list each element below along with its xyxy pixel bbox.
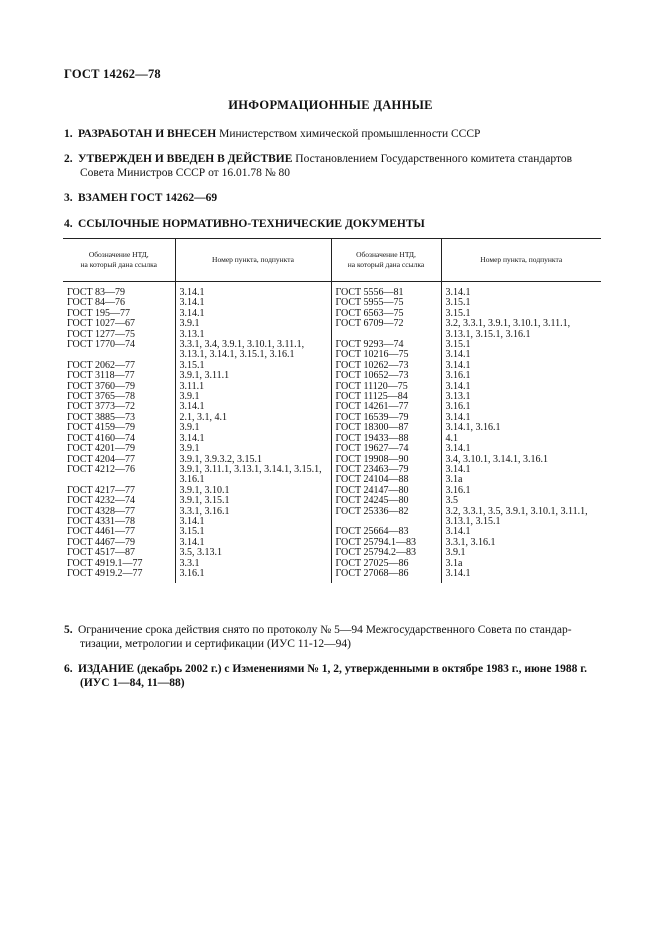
gost-prefix: ГОСТ bbox=[67, 463, 93, 475]
gost-prefix: ГОСТ bbox=[67, 536, 93, 548]
reference-table bbox=[63, 238, 601, 583]
gost-prefix: ГОСТ bbox=[335, 339, 362, 351]
clause-numbers: 3.5, 3.13.1 bbox=[179, 547, 222, 559]
gost-prefix: ГОСТ bbox=[335, 495, 362, 507]
clause-numbers: 3.9.1, 3.10.1 bbox=[179, 484, 230, 496]
header-doc-line1: Обозначение НТД, bbox=[88, 250, 149, 259]
gost-prefix: ГОСТ bbox=[335, 557, 362, 569]
gost-prefix: ГОСТ bbox=[335, 443, 362, 455]
item-number: 5. bbox=[64, 624, 73, 636]
gost-prefix: ГОСТ bbox=[335, 349, 362, 361]
clause-cell-left bbox=[175, 569, 331, 579]
gost-prefix: ГОСТ bbox=[67, 495, 93, 507]
clause-cell-right bbox=[441, 569, 601, 579]
clause-cell-right bbox=[441, 548, 601, 558]
table-row bbox=[63, 288, 601, 298]
doc-number: 10262—73 bbox=[363, 359, 409, 371]
clause-numbers: 3.14.1 bbox=[445, 380, 471, 392]
gost-prefix: ГОСТ bbox=[67, 453, 93, 465]
item-number: 6. bbox=[64, 663, 73, 675]
clause-numbers: 3.16.1 bbox=[179, 474, 205, 486]
clause-numbers: 3.14.1 bbox=[179, 515, 205, 527]
clause-numbers: 3.16.1 bbox=[445, 370, 471, 382]
table-row bbox=[63, 402, 601, 412]
clause-numbers: 3.3.1, 3.16.1 bbox=[445, 536, 496, 548]
clause-numbers: 3.14.1 bbox=[179, 432, 205, 444]
table-row bbox=[63, 434, 601, 444]
info-item-2 bbox=[64, 152, 604, 180]
doc-number: 195—77 bbox=[95, 307, 130, 319]
gost-prefix: ГОСТ bbox=[335, 370, 362, 382]
table-row bbox=[63, 559, 601, 569]
item-number: 4. bbox=[64, 218, 73, 230]
gost-prefix: ГОСТ bbox=[67, 328, 93, 340]
clause-numbers: 3.15.1 bbox=[445, 297, 471, 309]
doc-number: 11125—84 bbox=[363, 391, 408, 403]
doc-number: 4331—78 bbox=[95, 515, 135, 527]
doc-number: 5955—75 bbox=[363, 297, 404, 309]
doc-number: 24104—88 bbox=[363, 474, 409, 486]
clause-numbers: 3.9.1 bbox=[179, 422, 200, 434]
item-text: Министерством химической промышленности СССР bbox=[216, 128, 481, 140]
gost-prefix: ГОСТ bbox=[335, 380, 362, 392]
table-row bbox=[63, 371, 601, 381]
info-item-3 bbox=[64, 191, 604, 205]
clause-numbers: 3.14.1 bbox=[179, 297, 205, 309]
header-doc-left bbox=[63, 239, 175, 282]
table-row bbox=[63, 548, 601, 558]
gost-prefix: ГОСТ bbox=[67, 297, 93, 309]
doc-number: 4160—74 bbox=[95, 432, 135, 444]
gost-prefix: ГОСТ bbox=[335, 318, 362, 330]
clause-cell-right bbox=[441, 423, 601, 433]
doc-number: 4467—79 bbox=[95, 536, 135, 548]
clause-numbers: 3.14.1 bbox=[445, 463, 471, 475]
item-continuation: (ИУС 1—84, 11—88) bbox=[80, 677, 185, 689]
info-item-5 bbox=[64, 623, 604, 651]
gost-prefix: ГОСТ bbox=[335, 484, 362, 496]
clause-numbers: 3.14.1 bbox=[179, 536, 205, 548]
item-continuation: Совета Министров СССР от 16.01.78 № 80 bbox=[80, 167, 291, 179]
item-bold-text: РАЗРАБОТАН И ВНЕСЕН bbox=[78, 128, 217, 140]
gost-prefix: ГОСТ bbox=[335, 401, 362, 413]
clause-numbers: 3.2, 3.3.1, 3.9.1, 3.10.1, 3.11.1, bbox=[445, 318, 571, 330]
info-item-1 bbox=[64, 127, 604, 141]
item-bold-text: УТВЕРЖДЕН И ВВЕДЕН В ДЕЙСТВИЕ bbox=[78, 153, 293, 165]
table-row bbox=[63, 340, 601, 350]
gost-prefix: ГОСТ bbox=[67, 380, 93, 392]
gost-prefix: ГОСТ bbox=[67, 515, 93, 527]
page-header: ГОСТ 14262—78 bbox=[64, 67, 161, 81]
gost-prefix: ГОСТ bbox=[335, 422, 362, 434]
doc-number: 3765—78 bbox=[95, 391, 135, 403]
header-clause-right: Номер пункта, подпункта bbox=[441, 239, 601, 282]
gost-prefix: ГОСТ bbox=[335, 505, 362, 517]
doc-number: 3760—79 bbox=[95, 380, 135, 392]
table-row bbox=[63, 455, 601, 465]
doc-number: 24147—80 bbox=[363, 484, 409, 496]
gost-prefix: ГОСТ bbox=[335, 297, 362, 309]
doc-cell-right bbox=[331, 319, 441, 329]
clause-numbers: 3.14.1 bbox=[179, 307, 205, 319]
clause-numbers: 3.9.1 bbox=[179, 391, 200, 403]
clause-numbers: 3.14.1 bbox=[445, 359, 471, 371]
gost-prefix: ГОСТ bbox=[335, 411, 362, 423]
gost-prefix: ГОСТ bbox=[67, 339, 93, 351]
clause-numbers: 3.1a bbox=[445, 474, 463, 486]
doc-cell-left bbox=[63, 465, 175, 475]
table-header-row bbox=[63, 239, 601, 282]
clause-numbers: 3.16.1 bbox=[179, 567, 205, 579]
doc-number: 4328—77 bbox=[95, 505, 135, 517]
table-row bbox=[63, 413, 601, 423]
table-row bbox=[63, 475, 601, 485]
doc-number: 3885—73 bbox=[95, 411, 135, 423]
doc-number: 25664—83 bbox=[363, 526, 409, 538]
gost-prefix: ГОСТ bbox=[67, 307, 93, 319]
doc-number: 83—79 bbox=[95, 287, 125, 298]
clause-numbers: 3.14.1 bbox=[445, 349, 471, 361]
header-doc-line2: на который дана ссылка bbox=[80, 260, 157, 269]
clause-cell-right bbox=[441, 486, 601, 496]
clause-numbers: 3.15.1 bbox=[179, 526, 205, 538]
gost-prefix: ГОСТ bbox=[335, 287, 362, 298]
gost-prefix: ГОСТ bbox=[67, 505, 93, 517]
gost-prefix: ГОСТ bbox=[335, 463, 362, 475]
doc-cell-right bbox=[331, 507, 441, 517]
clause-numbers: 3.4, 3.10.1, 3.14.1, 3.16.1 bbox=[445, 453, 548, 465]
doc-number: 25794.1—83 bbox=[363, 536, 416, 548]
gost-prefix: ГОСТ bbox=[67, 547, 93, 559]
doc-number: 14261—77 bbox=[363, 401, 409, 413]
doc-number: 9293—74 bbox=[363, 339, 404, 351]
doc-number: 4232—74 bbox=[95, 495, 135, 507]
doc-number: 4517—87 bbox=[95, 547, 135, 559]
table-row bbox=[63, 517, 601, 527]
gost-prefix: ГОСТ bbox=[335, 307, 362, 319]
clause-numbers: 3.2, 3.3.1, 3.5, 3.9.1, 3.10.1, 3.11.1, bbox=[445, 505, 588, 517]
info-item-6 bbox=[64, 662, 604, 690]
clause-numbers: 3.9.1, 3.15.1 bbox=[179, 495, 230, 507]
doc-number: 1027—67 bbox=[95, 318, 135, 330]
doc-number: 19908—90 bbox=[363, 453, 409, 465]
clause-numbers: 3.14.1 bbox=[179, 287, 205, 298]
gost-prefix: ГОСТ bbox=[335, 391, 362, 403]
gost-prefix: ГОСТ bbox=[67, 359, 93, 371]
header-clause-left: Номер пункта, подпункта bbox=[175, 239, 331, 282]
item-text: (декабрь 2002 г.) с Изменениями № 1, 2, утвержденными в октябре 1983 г., июне 1988 г. bbox=[134, 663, 588, 675]
doc-number: 4217—77 bbox=[95, 484, 135, 496]
table-row bbox=[63, 392, 601, 402]
doc-number: 19433—88 bbox=[363, 432, 409, 444]
item-continuation: тизации, метрологии и сертификации (ИУС 11-12—94) bbox=[80, 638, 351, 650]
gost-prefix: ГОСТ bbox=[67, 391, 93, 403]
gost-prefix: ГОСТ bbox=[67, 422, 93, 434]
doc-number: 4461—77 bbox=[95, 526, 135, 538]
doc-number: 1770—74 bbox=[95, 339, 135, 351]
clause-cell-right bbox=[441, 465, 601, 475]
doc-number: 4919.1—77 bbox=[95, 557, 143, 569]
doc-number: 5556—81 bbox=[363, 287, 404, 298]
gost-prefix: ГОСТ bbox=[67, 567, 93, 579]
doc-number: 6563—75 bbox=[363, 307, 404, 319]
clause-numbers: 3.13.1, 3.15.1 bbox=[445, 515, 501, 527]
gost-prefix: ГОСТ bbox=[67, 370, 93, 382]
doc-number: 4159—79 bbox=[95, 422, 135, 434]
gost-prefix: ГОСТ bbox=[67, 318, 93, 330]
gost-prefix: ГОСТ bbox=[335, 432, 362, 444]
table-row bbox=[63, 527, 601, 537]
gost-prefix: ГОСТ bbox=[67, 287, 93, 298]
clause-numbers: 3.1a bbox=[445, 557, 463, 569]
table-row bbox=[63, 423, 601, 433]
doc-number: 84—76 bbox=[95, 297, 125, 309]
doc-number: 18300—87 bbox=[363, 422, 409, 434]
table-row bbox=[63, 465, 601, 475]
table-row bbox=[63, 538, 601, 548]
gost-prefix: ГОСТ bbox=[67, 401, 93, 413]
clause-numbers: 3.14.1 bbox=[179, 401, 205, 413]
item-number: 2. bbox=[64, 153, 73, 165]
doc-number: 3118—77 bbox=[95, 370, 135, 382]
clause-numbers: 3.14.1 bbox=[445, 287, 471, 298]
table-row bbox=[63, 507, 601, 517]
doc-number: 24245—80 bbox=[363, 495, 409, 507]
clause-numbers: 3.14.1, 3.16.1 bbox=[445, 422, 501, 434]
item-number: 3. bbox=[64, 192, 73, 204]
doc-number: 4201—79 bbox=[95, 443, 135, 455]
doc-cell-left bbox=[63, 340, 175, 350]
gost-prefix: ГОСТ bbox=[67, 432, 93, 444]
info-item-4 bbox=[64, 217, 604, 231]
doc-number: 2062—77 bbox=[95, 359, 135, 371]
clause-numbers: 3.9.1 bbox=[179, 443, 200, 455]
clause-numbers: 3.9.1, 3.11.1 bbox=[179, 370, 230, 382]
doc-number: 4204—77 bbox=[95, 453, 135, 465]
header-doc-line2: на который дана ссылка bbox=[347, 260, 425, 269]
item-bold-text: ССЫЛОЧНЫЕ НОРМАТИВНО-ТЕХНИЧЕСКИЕ ДОКУМЕНТЫ bbox=[78, 218, 425, 230]
header-doc-right bbox=[331, 239, 441, 282]
clause-numbers: 3.15.1 bbox=[179, 359, 205, 371]
doc-number: 23463—79 bbox=[363, 463, 409, 475]
doc-number: 27025—86 bbox=[363, 557, 409, 569]
gost-prefix: ГОСТ bbox=[335, 536, 362, 548]
header-doc-line1: Обозначение НТД, bbox=[356, 250, 416, 259]
section-title: ИНФОРМАЦИОННЫЕ ДАННЫЕ bbox=[228, 98, 433, 112]
clause-numbers: 3.11.1 bbox=[179, 380, 205, 392]
table-row bbox=[63, 330, 601, 340]
item-bold-text: ИЗДАНИЕ bbox=[78, 663, 135, 675]
clause-numbers: 3.9.1, 3.9.3.2, 3.15.1 bbox=[179, 453, 262, 465]
doc-number: 11120—75 bbox=[363, 380, 408, 392]
clause-numbers: 3.16.1 bbox=[445, 401, 471, 413]
item-text: Постановлением Государственного комитета стандартов bbox=[292, 153, 573, 165]
clause-numbers: 4.1 bbox=[445, 432, 458, 444]
doc-number: 4212—76 bbox=[95, 463, 135, 475]
doc-cell-right bbox=[331, 569, 441, 579]
doc-number: 16539—79 bbox=[363, 411, 409, 423]
table-row bbox=[63, 350, 601, 360]
clause-numbers: 3.14.1 bbox=[445, 443, 471, 455]
clause-numbers: 3.13.1, 3.14.1, 3.15.1, 3.16.1 bbox=[179, 349, 295, 361]
table-row bbox=[63, 486, 601, 496]
clause-numbers: 3.5 bbox=[445, 495, 458, 507]
table-row bbox=[63, 382, 601, 392]
clause-numbers: 3.13.1 bbox=[179, 328, 205, 340]
clause-numbers: 3.14.1 bbox=[445, 411, 471, 423]
clause-numbers: 3.9.1, 3.11.1, 3.13.1, 3.14.1, 3.15.1, bbox=[179, 463, 322, 475]
item-bold-text: ВЗАМЕН ГОСТ 14262—69 bbox=[78, 192, 218, 204]
doc-number: 25794.2—83 bbox=[363, 547, 416, 559]
gost-prefix: ГОСТ bbox=[67, 443, 93, 455]
clause-numbers: 3.9.1 bbox=[445, 547, 466, 559]
gost-prefix: ГОСТ bbox=[67, 484, 93, 496]
gost-prefix: ГОСТ bbox=[335, 547, 362, 559]
gost-prefix: ГОСТ bbox=[67, 411, 93, 423]
clause-numbers: 3.14.1 bbox=[445, 567, 471, 579]
doc-number: 6709—72 bbox=[363, 318, 404, 330]
gost-prefix: ГОСТ bbox=[335, 567, 362, 579]
gost-prefix: ГОСТ bbox=[335, 359, 362, 371]
clause-numbers: 3.13.1 bbox=[445, 391, 471, 403]
doc-number: 27068—86 bbox=[363, 567, 409, 579]
clause-numbers: 3.16.1 bbox=[445, 484, 471, 496]
item-text: Ограничение срока действия снято по протоколу № 5—94 Межгосударственного Совета по стандар- bbox=[78, 624, 572, 636]
clause-numbers: 3.15.1 bbox=[445, 307, 471, 319]
clause-numbers: 3.3.1, 3.16.1 bbox=[179, 505, 230, 517]
clause-numbers: 3.15.1 bbox=[445, 339, 471, 351]
doc-number: 25336—82 bbox=[363, 505, 409, 517]
table-row bbox=[63, 298, 601, 308]
doc-cell-left bbox=[63, 569, 175, 579]
clause-numbers: 3.3.1 bbox=[179, 557, 200, 569]
gost-prefix: ГОСТ bbox=[67, 557, 93, 569]
gost-prefix: ГОСТ bbox=[67, 526, 93, 538]
doc-number: 10652—73 bbox=[363, 370, 409, 382]
table-row bbox=[63, 569, 601, 579]
doc-number: 4919.2—77 bbox=[95, 567, 143, 579]
doc-number: 1277—75 bbox=[95, 328, 135, 340]
clause-numbers: 3.9.1 bbox=[179, 318, 200, 330]
clause-numbers: 3.14.1 bbox=[445, 526, 471, 538]
doc-number: 3773—72 bbox=[95, 401, 135, 413]
gost-prefix: ГОСТ bbox=[335, 474, 362, 486]
table-row bbox=[63, 361, 601, 371]
gost-prefix: ГОСТ bbox=[335, 526, 362, 538]
clause-numbers: 3.3.1, 3.4, 3.9.1, 3.10.1, 3.11.1, bbox=[179, 339, 305, 351]
item-number: 1. bbox=[64, 128, 73, 140]
gost-prefix: ГОСТ bbox=[335, 453, 362, 465]
clause-numbers: 3.13.1, 3.15.1, 3.16.1 bbox=[445, 328, 531, 340]
doc-number: 10216—75 bbox=[363, 349, 409, 361]
doc-number: 19627—74 bbox=[363, 443, 409, 455]
clause-numbers: 2.1, 3.1, 4.1 bbox=[179, 411, 227, 423]
